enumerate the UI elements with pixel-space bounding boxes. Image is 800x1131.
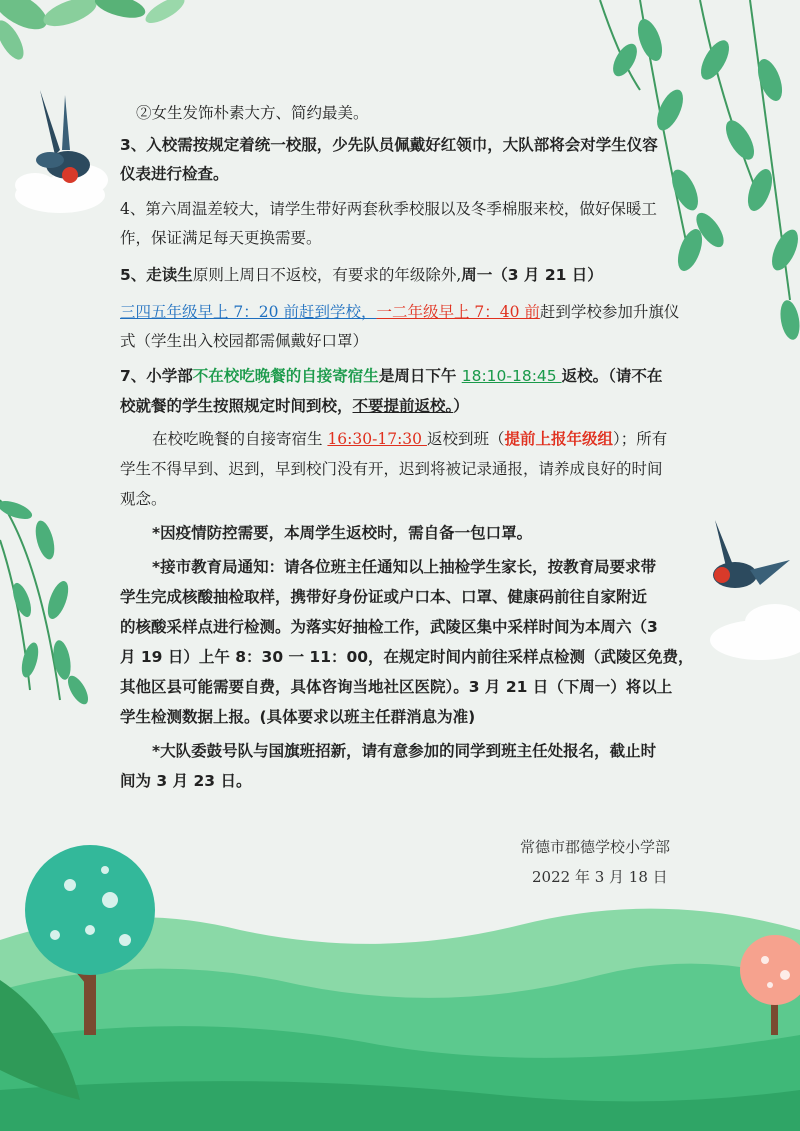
note-nucleic-test-5: 其他区县可能需要自费，具体咨询当地社区医院）。3 月 21 日（下周一）将以上 — [120, 678, 673, 696]
note-recruitment: *大队委鼓号队与国旗班招新，请有意参加的同学到班主任处报名，截止时 — [152, 742, 657, 760]
note-nucleic-test: *接市教育局通知：请各位班主任通知以上抽检学生家长，按教育局要求带 — [152, 558, 657, 576]
note-nucleic-test-4: 月 19 日）上午 8：30 一 11：00，在规定时间内前往采样点检测（武陵区免费， — [120, 648, 694, 666]
note-recruitment-cont: 间为 3 月 23 日。 — [120, 772, 252, 790]
note-nucleic-test-2: 学生完成核酸抽检取样，携带好身份证或户口本、口罩、健康码前往自家附近 — [120, 588, 648, 606]
item-3-uniform-cont: 仪表进行检查。 — [120, 165, 229, 183]
item-hair-accessories: ②女生发饰朴素大方、简约最美。 — [136, 104, 369, 122]
item-3-uniform: 3、入校需按规定着统一校服，少先队员佩戴好红领巾，大队部将会对学生仪容 — [120, 136, 658, 154]
note-nucleic-test-6: 学生检测数据上报。(具体要求以班主任群消息为准) — [120, 708, 476, 726]
item-7-boarders-cont: 校就餐的学生按照规定时间到校，不要提前返校。） — [120, 397, 469, 415]
note-nucleic-test-3: 的核酸采样点进行检测。为落实好抽检工作，武陵区集中采样时间为本周六（3 — [120, 618, 658, 636]
item-5-arrival-times: 三四五年级早上 7：20 前赶到学校，一二年级早上 7：40 前赶到学校参加升旗仪 — [120, 303, 680, 321]
signature-date: 2022 年 3 月 18 日 — [532, 868, 668, 886]
item-4-clothing: 4、第六周温差较大，请学生带好两套秋季校服以及冬季棉服来校，做好保暖工 — [120, 200, 657, 218]
item-5-day-students: 5、走读生原则上周日不返校，有要求的年级除外,周一（3 月 21 日） — [120, 266, 603, 284]
signature-school: 常德市郡德学校小学部 — [520, 838, 671, 856]
item-4-clothing-cont: 作，保证满足每天更换需要。 — [120, 229, 322, 247]
item-punctuality: 学生不得早到、迟到，早到校门没有开，迟到将被记录通报，请养成良好的时间 — [120, 460, 663, 478]
item-7-boarders: 7、小学部不在校吃晚餐的自接寄宿生是周日下午 18:10-18:45 返校。（请不在 — [120, 367, 663, 385]
item-5-mask-note: 式（学生出入校园都需佩戴好口罩） — [120, 332, 369, 350]
note-masks: *因疫情防控需要，本周学生返校时，需自备一包口罩。 — [152, 524, 533, 542]
item-dinner-boarders: 在校吃晚餐的自接寄宿生 16:30-17:30 返校到班（提前上报年级组）；所有 — [152, 430, 668, 448]
item-punctuality-cont: 观念。 — [120, 490, 167, 508]
